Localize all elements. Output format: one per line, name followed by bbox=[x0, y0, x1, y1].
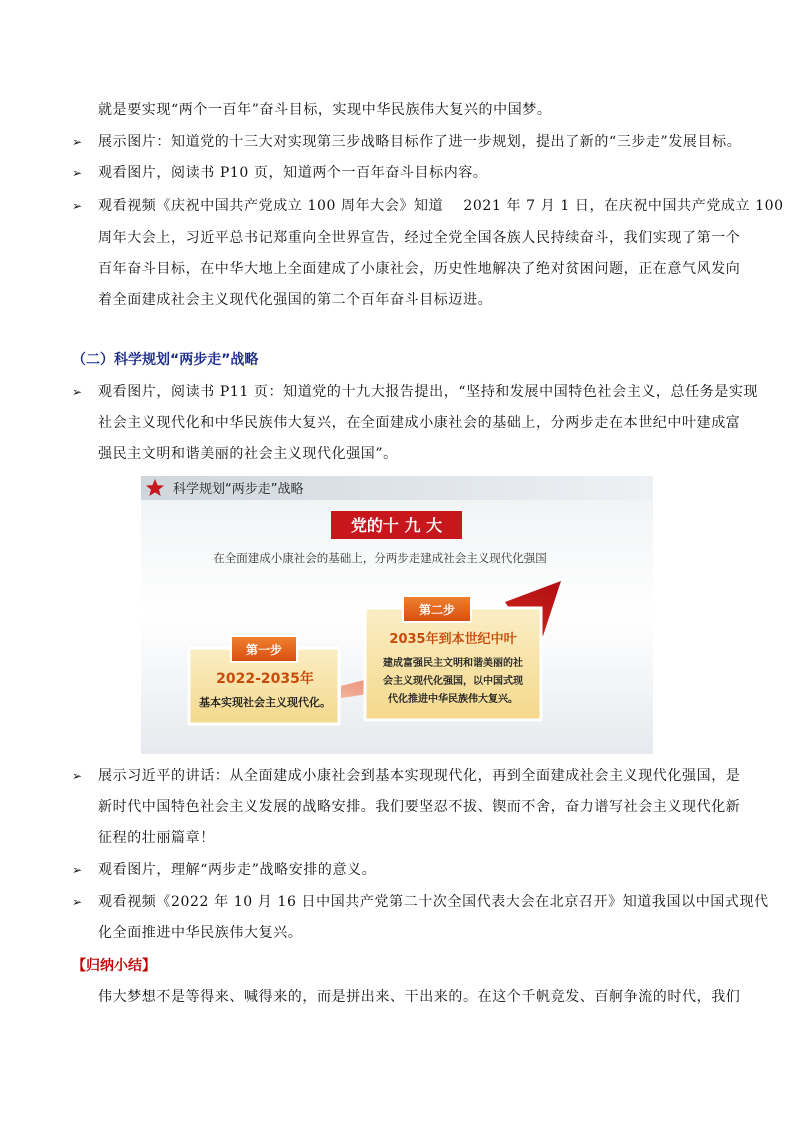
bullet-text: 观看视频《庆祝中国共产党成立 100 周年大会》知道 2021 年 7 月 1 日，在庆祝中国共产党成立 100 bbox=[98, 198, 784, 214]
step2-desc-line1: 建成富强民主文明和谐美丽的社 bbox=[383, 658, 523, 669]
congress-title: 党的十 九 大 bbox=[350, 516, 443, 535]
bullet-text: 社会主义现代化和中华民族伟大复兴，在全面建成小康社会的基础上，分两步走在本世纪中叶建成富 bbox=[98, 415, 741, 431]
bullet-text: 观看图片，阅读书 P10 页，知道两个一百年奋斗目标内容。 bbox=[98, 165, 488, 181]
bullet-text: 观看图片，阅读书 P11 页：知道党的十九大报告提出，“坚持和发展中国特色社会主义，总任务是实现 bbox=[98, 384, 759, 400]
paragraph-line: 就是要实现“两个一百年”奋斗目标，实现中华民族伟大复兴的中国梦。 bbox=[98, 102, 552, 118]
bullet-arrow-icon: ➢ bbox=[72, 166, 83, 180]
bullet-text: 展示习近平的讲话：从全面建成小康社会到基本实现现代化，再到全面建成社会主义现代化强国，是 bbox=[98, 768, 741, 784]
figure-subtitle: 在全面建成小康社会的基础上，分两步走建成社会主义现代化强国 bbox=[213, 551, 547, 565]
bullet-text: 观看视频《2022 年 10 月 16 日中国共产党第二十次全国代表大会在北京召开》知道我国以中国式现代 bbox=[98, 894, 769, 910]
step1-years: 2022-2035年 bbox=[216, 671, 314, 687]
bullet-text: 百年奋斗目标，在中华大地上全面建成了小康社会，历史性地解决了绝对贫困问题，正在意气风发向 bbox=[98, 261, 741, 277]
step2-tag-label: 第二步 bbox=[418, 603, 456, 617]
bullet-arrow-icon: ➢ bbox=[72, 895, 83, 909]
step2-desc-line3: 代化推进中华民族伟大复兴。 bbox=[388, 694, 518, 705]
bullet-text: 观看图片，理解“两步走”战略安排的意义。 bbox=[98, 862, 377, 878]
step1-desc: 基本实现社会主义现代化。 bbox=[199, 696, 331, 709]
bullet-arrow-icon: ➢ bbox=[72, 199, 83, 213]
summary-heading: 【归纳小结】 bbox=[72, 958, 156, 974]
bullet-text: 周年大会上，习近平总书记郑重向全世界宣告，经过全党全国各族人民持续奋斗，我们实现了第一个 bbox=[98, 230, 741, 246]
step1-tag-label: 第一步 bbox=[245, 643, 283, 657]
bullet-arrow-icon: ➢ bbox=[72, 385, 83, 399]
summary-text: 伟大梦想不是等得来、喊得来的，而是拼出来、干出来的。在这个千帆竞发、百舸争流的时代，我们 bbox=[98, 989, 741, 1005]
bullet-arrow-icon: ➢ bbox=[72, 863, 83, 877]
bullet-arrow-icon: ➢ bbox=[72, 769, 83, 783]
two-step-strategy-figure bbox=[141, 476, 653, 754]
bullet-text: 化全面推进中华民族伟大复兴。 bbox=[98, 925, 303, 941]
step2-desc-line2: 会主义现代化强国，以中国式现 bbox=[383, 676, 523, 687]
step2-years: 2035年到本世纪中叶 bbox=[389, 632, 517, 647]
banner-title: 科学规划“两步走”战略 bbox=[173, 482, 304, 497]
bullet-arrow-icon: ➢ bbox=[72, 135, 83, 149]
bullet-text: 征程的壮丽篇章！ bbox=[98, 830, 215, 846]
bullet-text: 强民主文明和谐美丽的社会主义现代化强国”。 bbox=[98, 446, 398, 462]
bullet-text: 展示图片：知道党的十三大对实现第三步战略目标作了进一步规划，提出了新的“三步走”发展目标。 bbox=[98, 134, 742, 150]
section-heading: （二）科学规划“两步走”战略 bbox=[72, 352, 259, 368]
bullet-text: 着全面建成社会主义现代化强国的第二个百年奋斗目标迈进。 bbox=[98, 292, 493, 308]
bullet-text: 新时代中国特色社会主义发展的战略安排。我们要坚忍不拔、锲而不舍，奋力谱写社会主义现代化新 bbox=[98, 799, 741, 815]
